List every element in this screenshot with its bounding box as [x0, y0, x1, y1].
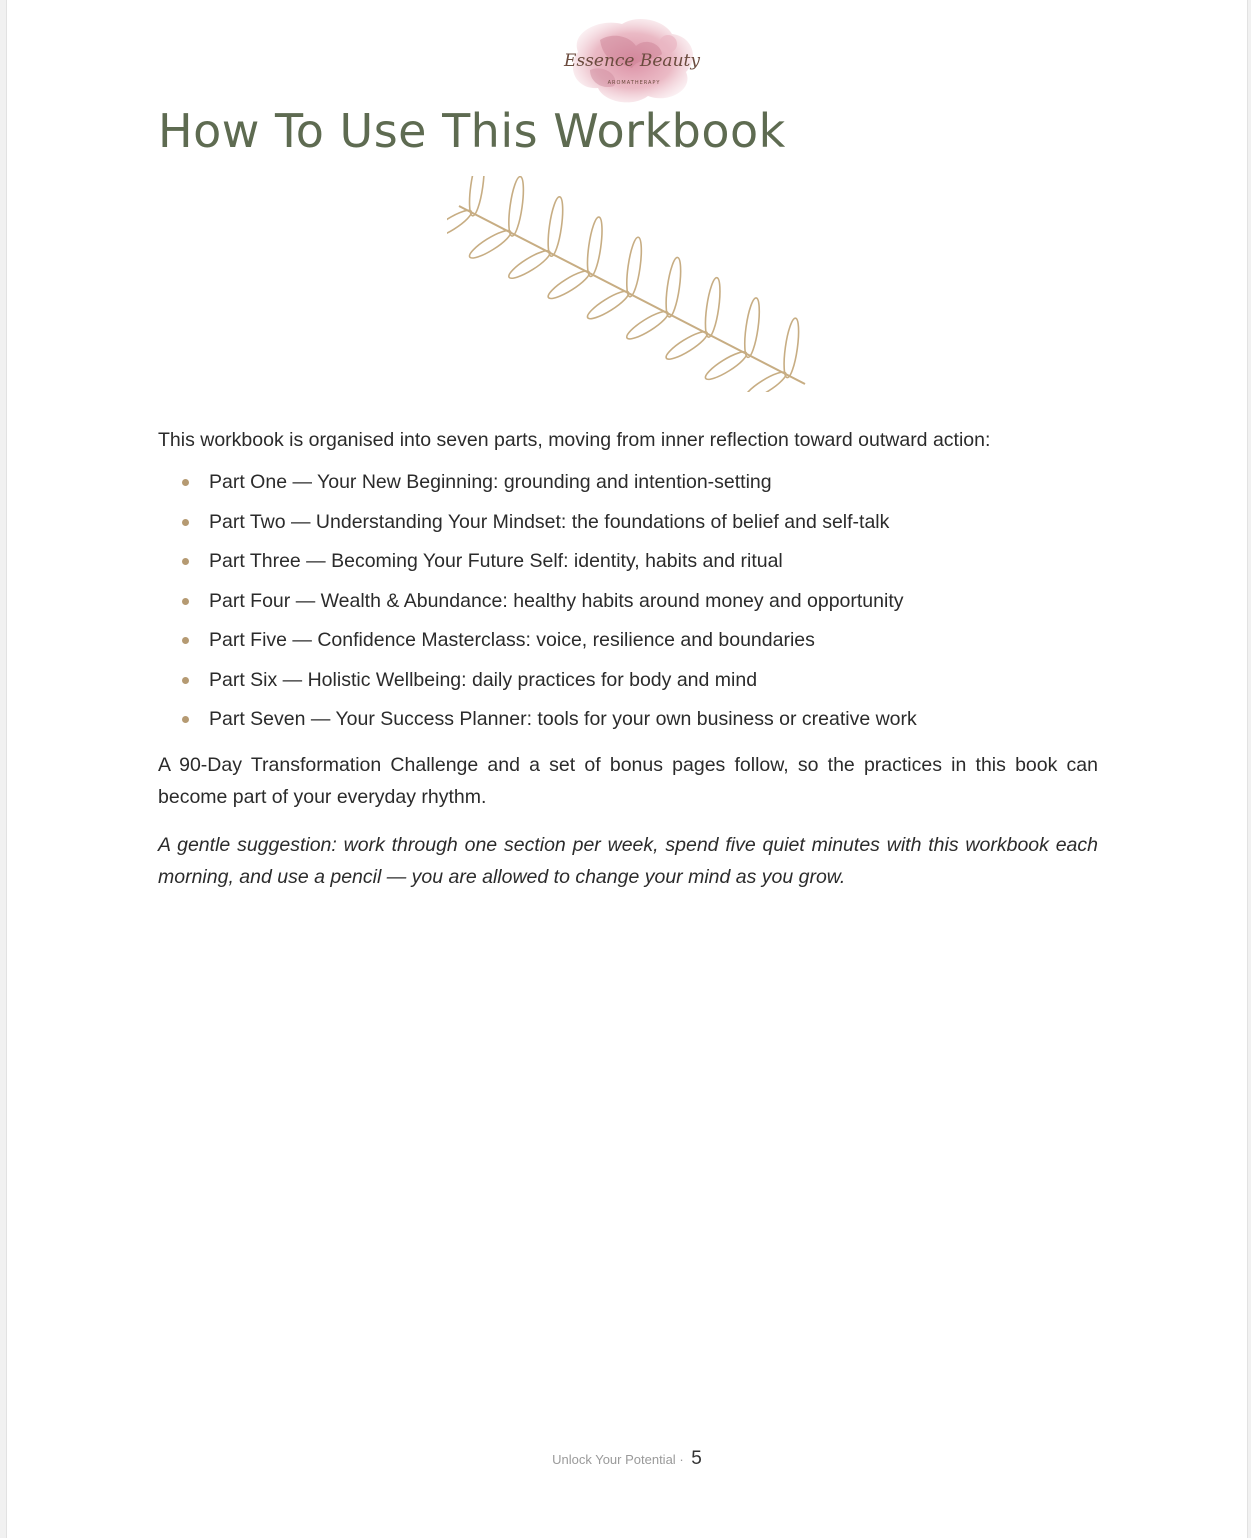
footer-separator: · [679, 1452, 684, 1467]
leaf-upper [742, 297, 762, 358]
leaf-lower [545, 267, 592, 303]
list-item: Part Six — Holistic Wellbeing: daily practices for body and mind [158, 664, 1098, 704]
leaf-lower [663, 328, 710, 364]
bullet-icon [182, 716, 189, 723]
svg-text:AROMATHERAPY: AROMATHERAPY [607, 80, 661, 86]
list-item: Part Five — Confidence Masterclass: voice, resilience and boundaries [158, 624, 1098, 664]
leaf-upper [781, 317, 801, 378]
list-item: Part One — Your New Beginning: grounding and intention-setting [158, 466, 1098, 506]
bullet-icon [182, 558, 189, 565]
leaf-upper [506, 176, 526, 237]
leaf-lower [467, 226, 514, 262]
main-content [158, 424, 1098, 893]
bullet-icon [182, 637, 189, 644]
follow-paragraph: A 90-Day Transformation Challenge and a set of bonus pages follow, so the practices in this book can become part of your everyday rhythm. [158, 753, 1098, 808]
leaf-upper [545, 196, 565, 257]
leaf-upper [703, 277, 723, 338]
leaf-lower [585, 287, 632, 323]
page-number: 5 [691, 1448, 702, 1469]
list-item: Part Seven — Your Success Planner: tools for your own business or creative work [158, 703, 1098, 743]
list-item: Part Three — Becoming Your Future Self: identity, habits and ritual [158, 545, 1098, 585]
leaf-lower [742, 368, 789, 392]
gold-leaf-sprig-icon [447, 176, 817, 392]
bullet-icon [182, 479, 189, 486]
list-item: Part Two — Understanding Your Mindset: the foundations of belief and self-talk [158, 506, 1098, 546]
workbook-page [6, 0, 1248, 1538]
intro-paragraph: This workbook is organised into seven parts, moving from inner reflection toward outward action: [158, 429, 991, 451]
leaf-upper [663, 257, 683, 318]
suggestion-paragraph: A gentle suggestion: work through one section per week, spend five quiet minutes with this workbook each morning, and use a pencil — you are allowed to change your mind as you grow. [158, 833, 1098, 888]
footer-label: Unlock Your Potential [552, 1452, 676, 1467]
list-item: Part Four — Wealth & Abundance: healthy habits around money and opportunity [158, 585, 1098, 625]
svg-text:Essence Beauty: Essence Beauty [564, 51, 700, 71]
bullet-icon [182, 598, 189, 605]
leaf-lower [702, 348, 749, 384]
bullet-icon [182, 677, 189, 684]
essence-beauty-logo-icon [560, 10, 705, 110]
leaf-upper [624, 236, 644, 297]
page-title: How To Use This Workbook [158, 104, 786, 158]
page-footer [7, 1448, 1247, 1470]
leaf-lower [506, 247, 553, 283]
bullet-icon [182, 519, 189, 526]
parts-list [158, 466, 1098, 743]
leaf-lower [624, 307, 671, 343]
leaf-upper [585, 216, 605, 277]
